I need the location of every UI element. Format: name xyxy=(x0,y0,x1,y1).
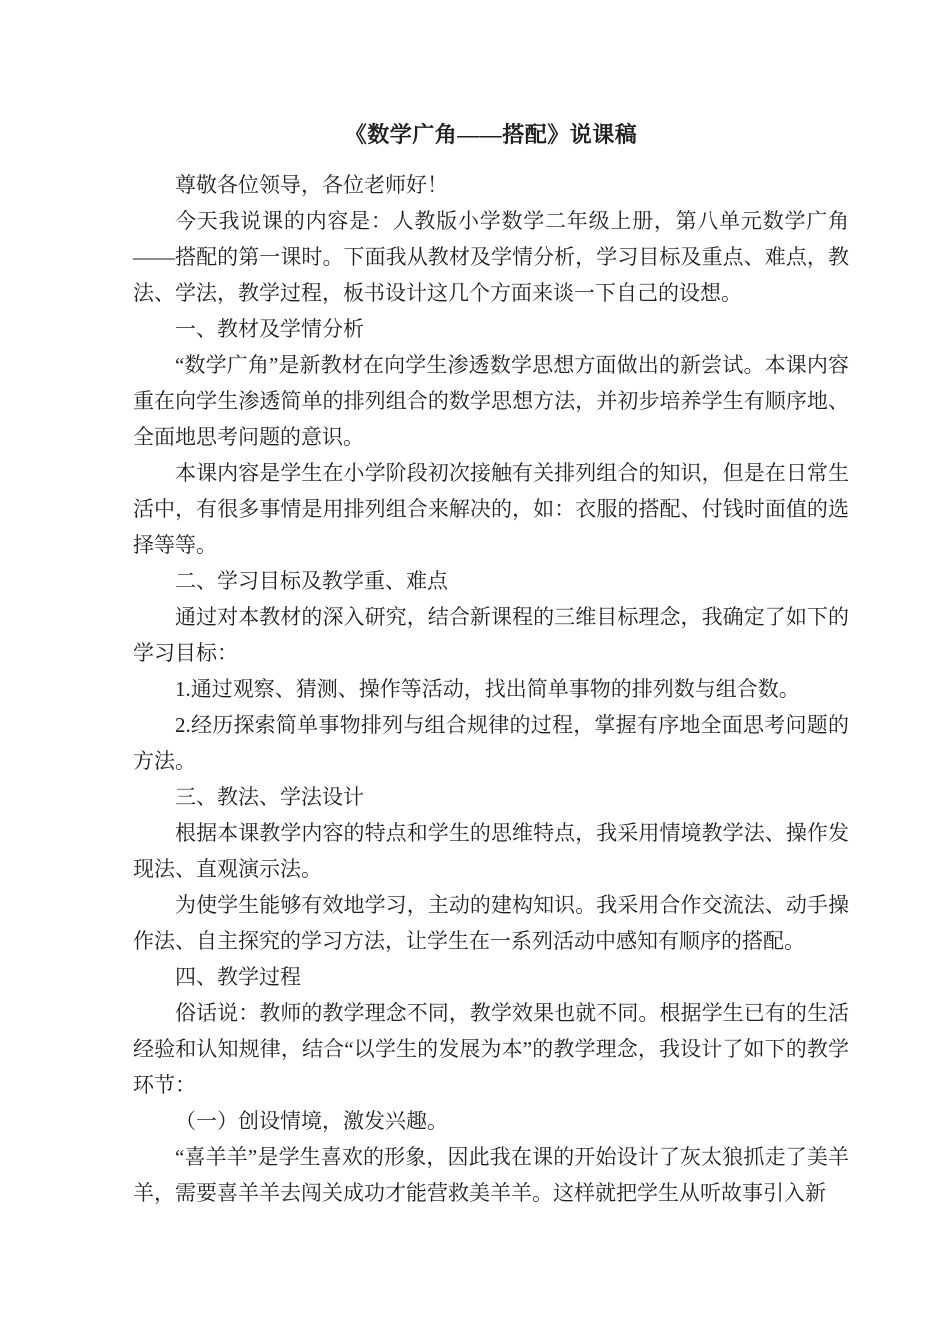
heading-section-1: 一、教材及学情分析 xyxy=(175,317,364,341)
document-page xyxy=(133,120,849,1211)
paragraph-section-1a: “数学广角”是新教材在向学生渗透数学思想方面做出的新尝试。本课内容重在向学生渗透简单的排列组合的数学思想方法，并初步培养学生有顺序地、全面地思考问题的意识。 xyxy=(133,353,849,449)
paragraph-intro: 今天我说课的内容是：人教版小学数学二年级上册，第八单元数学广角——搭配的第一课时。下面我从教材及学情分析，学习目标及重点、难点，教法、学法，教学过程，板书设计这几个方面来谈一下自己的设想。 xyxy=(133,209,849,305)
paragraph-section-3a: 根据本课教学内容的特点和学生的思维特点，我采用情境教学法、操作发现法、直观演示法。 xyxy=(133,821,849,881)
heading-section-2: 二、学习目标及教学重、难点 xyxy=(175,569,448,593)
paragraph-greeting: 尊敬各位领导，各位老师好！ xyxy=(175,173,448,197)
document-title: 《数学广角——搭配》说课稿 xyxy=(344,122,638,147)
paragraph-step-1a: “喜羊羊”是学生喜欢的形象，因此我在课的开始设计了灰太狼抓走了美羊羊，需要喜羊羊去闯关成功才能营救美羊羊。这样就把学生从听故事引入新 xyxy=(133,1145,849,1205)
paragraph-goal-1: 1.通过观察、猜测、操作等活动，找出简单事物的排列数与组合数。 xyxy=(175,677,800,701)
paragraph-section-4a: 俗话说：教师的教学理念不同，教学效果也就不同。根据学生已有的生活经验和认知规律，结合“以学生的发展为本”的教学理念，我设计了如下的教学环节： xyxy=(133,1001,849,1097)
paragraph-section-1b: 本课内容是学生在小学阶段初次接触有关排列组合的知识，但是在日常生活中，有很多事情是用排列组合来解决的，如：衣服的搭配、付钱时面值的选择等等。 xyxy=(133,461,849,557)
heading-step-1: （一）创设情境，激发兴趣。 xyxy=(175,1109,448,1133)
paragraph-section-2a: 通过对本教材的深入研究，结合新课程的三维目标理念，我确定了如下的学习目标： xyxy=(133,605,849,665)
paragraph-goal-2: 2.经历探索简单事物排列与组合规律的过程，掌握有序地全面思考问题的方法。 xyxy=(133,713,849,773)
heading-section-3: 三、教法、学法设计 xyxy=(175,785,364,809)
paragraph-section-3b: 为使学生能够有效地学习，主动的建构知识。我采用合作交流法、动手操作法、自主探究的学习方法，让学生在一系列活动中感知有顺序的搭配。 xyxy=(133,893,849,953)
document-body xyxy=(133,167,849,1211)
heading-section-4: 四、教学过程 xyxy=(175,965,301,989)
